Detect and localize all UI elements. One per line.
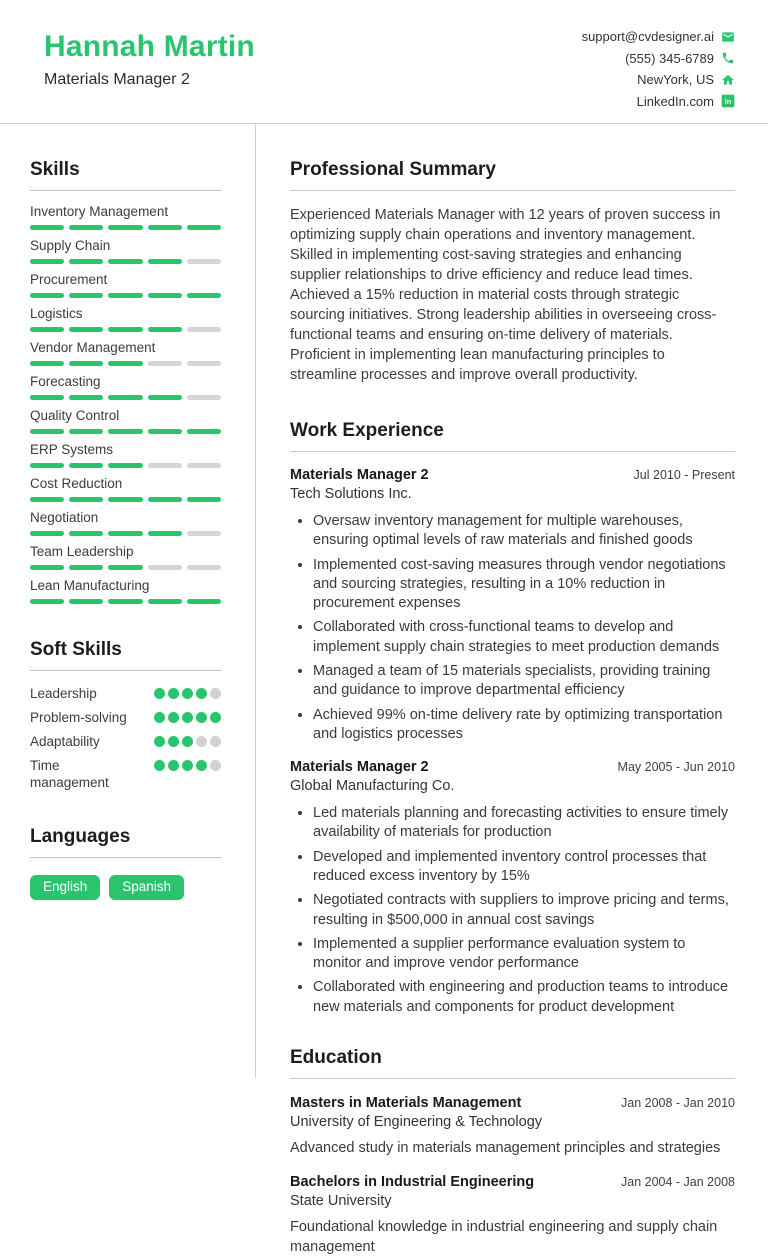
job-title: Materials Manager 2	[290, 467, 429, 483]
meter-segment	[69, 429, 103, 434]
job-bullet-list	[290, 804, 735, 1017]
meter-segment	[108, 463, 142, 468]
education-dates: Jan 2004 - Jan 2008	[621, 1175, 735, 1190]
job-entry	[290, 759, 735, 1017]
skill-dot	[168, 736, 179, 747]
job-dates: Jul 2010 - Present	[633, 468, 735, 482]
home-icon	[721, 73, 735, 87]
skill-label: Quality Control	[30, 408, 120, 423]
contact-text: NewYork, US	[637, 72, 714, 88]
education-entry-head	[290, 1095, 735, 1111]
phone-icon	[721, 51, 735, 65]
meter-segment	[69, 259, 103, 264]
skill-level-bar	[30, 497, 221, 502]
meter-segment	[30, 361, 64, 366]
skill-dot	[168, 712, 179, 723]
meter-segment	[187, 429, 221, 434]
skill-label: Procurement	[30, 272, 108, 287]
resume-header	[0, 0, 768, 124]
skill-dot	[154, 760, 165, 771]
education-entry-head	[290, 1174, 735, 1190]
languages-heading: Languages	[30, 826, 221, 858]
job-company: Global Manufacturing Co.	[290, 778, 455, 795]
meter-segment	[148, 225, 182, 230]
meter-segment	[69, 565, 103, 570]
meter-segment	[187, 225, 221, 230]
meter-segment	[148, 395, 182, 400]
contact-text: LinkedIn.com	[636, 93, 714, 109]
contact-row[interactable]	[582, 26, 735, 48]
meter-segment	[30, 429, 64, 434]
meter-segment	[108, 259, 142, 264]
meter-segment	[69, 293, 103, 298]
skill-label: Inventory Management	[30, 204, 169, 219]
skill-level-bar	[30, 599, 221, 604]
meter-segment	[148, 293, 182, 298]
resume-body	[0, 124, 768, 1256]
meter-segment	[187, 531, 221, 536]
contact-text: (555) 345-6789	[625, 50, 714, 66]
job-dates: May 2005 - Jun 2010	[617, 760, 735, 775]
meter-segment	[30, 327, 64, 332]
soft-skill-item	[30, 685, 221, 702]
meter-segment	[108, 497, 142, 502]
meter-segment	[187, 327, 221, 332]
skill-level-bar	[30, 361, 221, 366]
linkedin-icon	[721, 94, 735, 108]
job-entry-head	[290, 759, 735, 775]
meter-segment	[30, 259, 64, 264]
skill-level-bar	[30, 429, 221, 434]
meter-segment	[69, 361, 103, 366]
meter-segment	[108, 293, 142, 298]
skill-dot	[196, 736, 207, 747]
skill-label: Logistics	[30, 306, 83, 321]
skill-item	[30, 204, 221, 230]
meter-segment	[187, 565, 221, 570]
soft-skill-level-dots	[154, 685, 221, 699]
skill-level-bar	[30, 225, 221, 230]
bullet-item: • Collaborated with cross-functional teams to develop and implement supply chain strategies to meet production demands	[313, 618, 735, 657]
meter-segment	[108, 327, 142, 332]
soft-skills-heading: Soft Skills	[30, 639, 221, 671]
education-description: Advanced study in materials management principles and strategies	[290, 1139, 721, 1156]
skill-dot	[196, 688, 207, 699]
skill-item	[30, 340, 221, 366]
meter-segment	[148, 565, 182, 570]
skill-label: Team Leadership	[30, 544, 134, 559]
soft-skill-label: Leadership	[30, 686, 97, 701]
meter-segment	[108, 429, 142, 434]
skill-dot	[182, 712, 193, 723]
meter-segment	[187, 395, 221, 400]
meter-segment	[30, 293, 64, 298]
language-pill: English	[30, 875, 100, 900]
meter-segment	[30, 599, 64, 604]
soft-skill-item	[30, 757, 221, 791]
meter-segment	[108, 361, 142, 366]
education-school: State University	[290, 1193, 392, 1210]
skill-dot	[210, 688, 221, 699]
education-entry	[290, 1095, 735, 1159]
soft-skill-level-dots	[154, 709, 221, 723]
bullet-item: • Collaborated with engineering and production teams to introduce new materials and components for product development	[313, 978, 735, 1017]
skill-dot	[196, 712, 207, 723]
skill-item	[30, 578, 221, 604]
sidebar	[0, 124, 256, 1078]
bullet-item: • Oversaw inventory management for multiple warehouses, ensuring optimal levels of raw materials and finished goods	[313, 512, 735, 551]
meter-segment	[187, 361, 221, 366]
skill-label: Forecasting	[30, 374, 101, 389]
meter-segment	[108, 531, 142, 536]
header-identity	[44, 24, 255, 89]
skill-level-bar	[30, 463, 221, 468]
skill-label: Supply Chain	[30, 238, 111, 253]
contact-row[interactable]	[582, 69, 735, 91]
skill-level-bar	[30, 395, 221, 400]
meter-segment	[187, 497, 221, 502]
skill-level-bar	[30, 293, 221, 298]
soft-skill-item	[30, 709, 221, 726]
svg-text:in: in	[724, 97, 732, 107]
skill-label: Cost Reduction	[30, 476, 123, 491]
skill-dot	[154, 712, 165, 723]
main-column	[256, 124, 768, 1256]
soft-skill-level-dots	[154, 757, 221, 771]
meter-segment	[69, 463, 103, 468]
languages-list	[30, 875, 221, 900]
meter-segment	[30, 565, 64, 570]
bullet-item: • Achieved 99% on-time delivery rate by optimizing transportation and logistics processes	[313, 706, 735, 745]
skill-item	[30, 442, 221, 468]
meter-segment	[30, 531, 64, 536]
skill-dot	[210, 760, 221, 771]
meter-segment	[148, 361, 182, 366]
meter-segment	[187, 599, 221, 604]
meter-segment	[69, 225, 103, 230]
skill-label: Vendor Management	[30, 340, 156, 355]
skill-level-bar	[30, 327, 221, 332]
meter-segment	[69, 531, 103, 536]
skill-item	[30, 306, 221, 332]
bullet-item: • Implemented cost-saving measures through vendor negotiations and sourcing strategies, resulting in a 10% reduction in procurement expenses	[313, 556, 735, 614]
meter-segment	[148, 599, 182, 604]
skill-level-bar	[30, 565, 221, 570]
meter-segment	[69, 327, 103, 332]
skill-item	[30, 510, 221, 536]
soft-skill-label: Time management	[30, 758, 109, 790]
bullet-item: • Negotiated contracts with suppliers to improve pricing and terms, resulting in $500,000 in annual cost savings	[313, 891, 735, 930]
skill-label: Negotiation	[30, 510, 99, 525]
skill-item	[30, 272, 221, 298]
meter-segment	[69, 497, 103, 502]
skill-item	[30, 408, 221, 434]
skill-label: ERP Systems	[30, 442, 114, 457]
meter-segment	[187, 293, 221, 298]
job-entry-head	[290, 467, 735, 483]
meter-segment	[108, 599, 142, 604]
skill-dot	[182, 760, 193, 771]
bullet-item: • Managed a team of 15 materials specialists, providing training and guidance to improve departmental efficiency	[313, 662, 735, 701]
meter-segment	[187, 463, 221, 468]
meter-segment	[108, 395, 142, 400]
skill-dot	[154, 736, 165, 747]
meter-segment	[148, 259, 182, 264]
skill-label: Lean Manufacturing	[30, 578, 150, 593]
skill-dot	[182, 736, 193, 747]
bullet-item: • Led materials planning and forecasting activities to ensure timely availability of materials for production	[313, 804, 735, 843]
skill-dot	[210, 712, 221, 723]
education-dates: Jan 2008 - Jan 2010	[621, 1095, 735, 1110]
job-bullet-list	[290, 512, 735, 744]
contact-row[interactable]	[582, 48, 735, 70]
job-entry	[290, 467, 735, 744]
education-degree: Bachelors in Industrial Engineering	[290, 1174, 535, 1191]
skill-item	[30, 374, 221, 400]
language-pill: Spanish	[109, 875, 184, 900]
job-title: Materials Manager 2	[290, 759, 429, 776]
skill-dot	[168, 760, 179, 771]
meter-segment	[30, 497, 64, 502]
jobs-list	[290, 467, 735, 1017]
summary-text: Experienced Materials Manager with 12 years of proven success in optimizing supply chain operations and inventory management. Skilled in implementing cost-saving strategies and enhancing supplier relationships to drive efficiency and reduce lead times. Achieved a 15% reduction in material costs through strategic sourcing initiatives. Strong leadership abilities in overseeing cross-functional teams and ensuring on-time delivery of materials. Proficient in implementing lean manufacturing principles to streamline processes and improve overall productivity.	[290, 207, 721, 383]
meter-segment	[30, 395, 64, 400]
education-heading: Education	[290, 1047, 735, 1079]
contact-block	[582, 24, 735, 112]
education-entry	[290, 1174, 735, 1257]
skill-dot	[154, 688, 165, 699]
meter-segment	[148, 463, 182, 468]
skill-level-bar	[30, 259, 221, 264]
summary-heading: Professional Summary	[290, 159, 735, 191]
work-experience-heading: Work Experience	[290, 420, 735, 452]
meter-segment	[148, 531, 182, 536]
bullet-item: • Developed and implemented inventory control processes that reduced excess inventory by 15%	[313, 848, 735, 887]
contact-row[interactable]	[582, 91, 735, 113]
education-list	[290, 1095, 735, 1258]
meter-segment	[108, 225, 142, 230]
skill-dot	[182, 688, 193, 699]
meter-segment	[69, 395, 103, 400]
skill-dot	[196, 760, 207, 771]
soft-skill-level-dots	[154, 733, 221, 747]
meter-segment	[30, 225, 64, 230]
education-school: University of Engineering & Technology	[290, 1113, 543, 1130]
skill-item	[30, 238, 221, 264]
skill-item	[30, 476, 221, 502]
skills-list	[30, 204, 221, 604]
skill-item	[30, 544, 221, 570]
meter-segment	[108, 565, 142, 570]
soft-skill-label: Adaptability	[30, 734, 100, 749]
meter-segment	[148, 497, 182, 502]
email-icon	[721, 30, 735, 44]
education-degree: Masters in Materials Management	[290, 1094, 522, 1111]
meter-segment	[69, 599, 103, 604]
skill-level-bar	[30, 531, 221, 536]
soft-skill-item	[30, 733, 221, 750]
soft-skill-label: Problem-solving	[30, 710, 127, 725]
person-name: Hannah Martin	[44, 30, 255, 63]
meter-segment	[30, 463, 64, 468]
skill-dot	[210, 736, 221, 747]
soft-skills-list	[30, 685, 221, 791]
meter-segment	[148, 429, 182, 434]
skill-dot	[168, 688, 179, 699]
job-company: Tech Solutions Inc.	[290, 486, 412, 502]
person-job-title: Materials Manager 2	[44, 71, 190, 88]
meter-segment	[148, 327, 182, 332]
meter-segment	[187, 259, 221, 264]
contact-text: support@cvdesigner.ai	[581, 29, 714, 45]
bullet-item: • Implemented a supplier performance evaluation system to monitor and improve vendor performance	[313, 935, 735, 974]
education-description: Foundational knowledge in industrial engineering and supply chain management	[290, 1219, 718, 1256]
skills-heading: Skills	[30, 159, 221, 191]
